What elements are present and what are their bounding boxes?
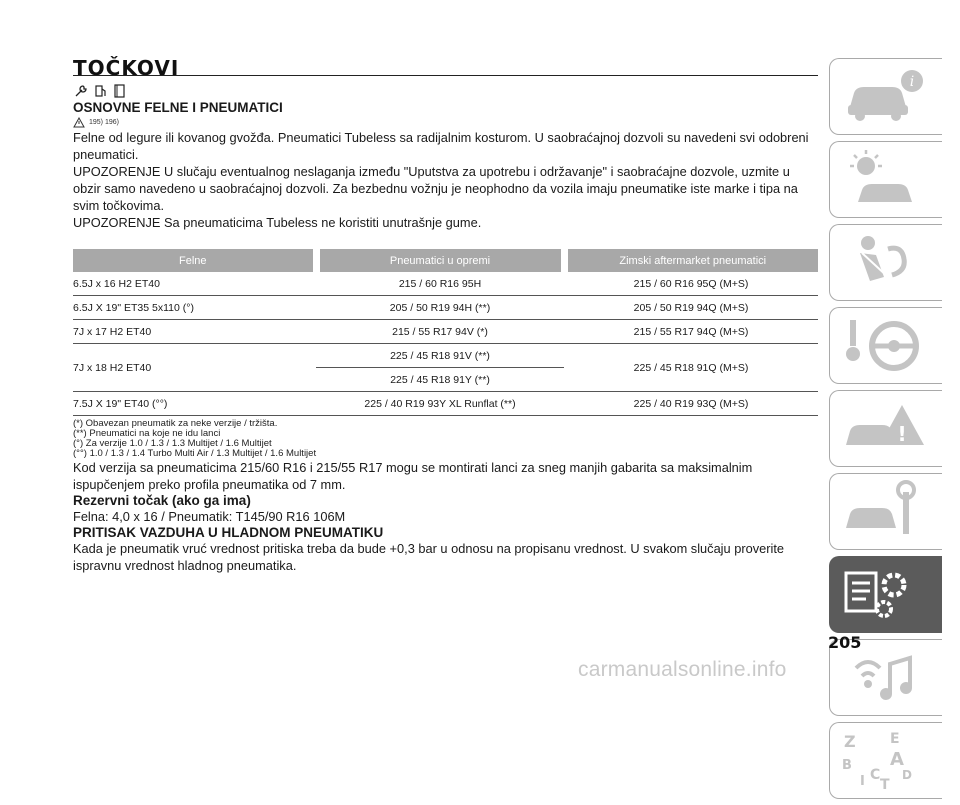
- warning-refs: [73, 115, 818, 129]
- tab-starting-driving[interactable]: [829, 307, 942, 384]
- cell-standard-tire: 205 / 50 R19 94H (**): [316, 296, 564, 320]
- chapter-sidebar: [829, 58, 942, 805]
- tire-table: [73, 249, 818, 416]
- tab-emergency[interactable]: [829, 390, 942, 467]
- technical-data-gear-icon: [840, 563, 930, 625]
- cell-standard-tire: 225 / 40 R19 93Y XL Runflat (**): [316, 392, 564, 416]
- section-heading-tire-pressure: PRITISAK VAZDUHA U HLADNOM PNEUMATIKU: [73, 525, 384, 540]
- cell-winter-tire: 205 / 50 R19 94Q (M+S): [564, 296, 818, 320]
- page-content: [73, 82, 818, 574]
- footnote: (**) Pneumatici na koje ne idu lanci: [73, 428, 221, 439]
- cell-standard-tire: 215 / 60 R16 95H: [316, 272, 564, 296]
- safety-airbag-icon: [840, 231, 930, 293]
- index-letter: A: [890, 749, 904, 770]
- page-number: 205: [828, 633, 862, 652]
- wrench-icon: [73, 83, 89, 99]
- cell-standard-tire: 225 / 45 R18 91V (**): [316, 344, 564, 368]
- table-footnotes: [73, 419, 818, 459]
- index-letter: C: [870, 767, 881, 783]
- gas-pump-icon: [93, 83, 109, 99]
- tab-knowing-car[interactable]: [829, 58, 942, 135]
- index-letter: T: [880, 777, 890, 791]
- emergency-hazard-icon: [840, 397, 930, 459]
- multimedia-icon: [840, 646, 930, 708]
- tab-maintenance[interactable]: [829, 473, 942, 550]
- cell-rim: 6.5J x 16 H2 ET40: [73, 272, 316, 296]
- steering-key-icon: [840, 314, 930, 376]
- dashboard-lights-icon: [840, 148, 930, 210]
- paragraph-snow-chains: Kod verzija sa pneumaticima 215/60 R16 i 215/55 R17 mogu se montirati lanci za sneg manjih gabarita sa maksimalnim ispupčenjem preko profila pneumatika od 7 mm.: [73, 460, 753, 492]
- paragraph-rims: Felne od legure ili kovanog gvožđa. Pneumatici Tubeless sa radijalnim kosturom. U saobraćajnoj dozvoli su navedeni svi odobreni pneumatici.: [73, 130, 809, 162]
- section-heading-spare-wheel: Rezervni točak (ako ga ima): [73, 493, 251, 508]
- cell-standard-tire: 215 / 55 R17 94V (*): [316, 320, 564, 344]
- car-info-icon: [840, 65, 930, 127]
- index-letter: B: [842, 758, 852, 773]
- paragraph-warning-2: UPOZORENJE Sa pneumaticima Tubeless ne koristiti unutrašnje gume.: [73, 215, 482, 230]
- warning-ref-numbers: 195) 196): [89, 118, 119, 126]
- tab-dashboard[interactable]: [829, 141, 942, 218]
- cell-winter-tire: 225 / 45 R18 91Q (M+S): [564, 344, 818, 392]
- cell-rim: 7J x 18 H2 ET40: [73, 344, 316, 392]
- warning-triangle-icon: [73, 117, 85, 128]
- maintenance-wrench-icon: [840, 480, 930, 542]
- watermark: carmanualsonline.info: [578, 658, 787, 681]
- table-row: [73, 344, 818, 368]
- index-letter: Z: [844, 732, 856, 751]
- table-row: [73, 296, 818, 320]
- tab-index[interactable]: [829, 722, 942, 799]
- book-icon: [113, 83, 127, 99]
- cell-winter-tire: 215 / 55 R17 94Q (M+S): [564, 320, 818, 344]
- index-letter: D: [902, 768, 912, 782]
- footnote: (*) Obavezan pneumatik za neke verzije / tržišta.: [73, 418, 278, 429]
- tab-safety[interactable]: [829, 224, 942, 301]
- table-row: [73, 392, 818, 416]
- cell-rim: 7J x 17 H2 ET40: [73, 320, 316, 344]
- table-row: [73, 320, 818, 344]
- paragraph-tire-pressure: Kada je pneumatik vruć vrednost pritiska treba da bude +0,3 bar u odnosu na propisanu vrednost. U svakom slučaju proverite ispravnu vrednost hladnog pneumatika.: [73, 541, 784, 573]
- table-row: [73, 272, 818, 296]
- cell-winter-tire: 215 / 60 R16 95Q (M+S): [564, 272, 818, 296]
- tab-technical-data[interactable]: [829, 556, 942, 633]
- page-title: TOČKOVI: [73, 56, 180, 80]
- index-letter: I: [860, 774, 865, 789]
- title-rule: [73, 75, 818, 76]
- footnote: (°) Za verzije 1.0 / 1.3 / 1.3 Multijet / 1.6 Multijet: [73, 438, 272, 449]
- svg-text:i: i: [909, 74, 915, 90]
- cell-standard-tire-alt: 225 / 45 R18 91Y (**): [316, 368, 564, 392]
- column-header-standard-tires: Pneumatici u opremi: [316, 249, 564, 272]
- index-alphabet-icon: [840, 729, 930, 791]
- paragraph-spare-wheel: Felna: 4,0 x 16 / Pneumatik: T145/90 R16 106M: [73, 509, 346, 524]
- section-heading-basic-rims: OSNOVNE FELNE I PNEUMATICI: [73, 100, 283, 115]
- column-header-winter-tires: Zimski aftermarket pneumatici: [564, 249, 818, 272]
- paragraph-warning-1: UPOZORENJE U slučaju eventualnog neslaganja između "Uputstva za upotrebu i održavanje" i saobraćajne dozvole, uzmite u obzir samo navedeno u saobraćajnoj dozvoli. Za bezbednu vožnju je neophodno da vozila imaju pneumatike iste marke i tipa na svim točkovima.: [73, 164, 798, 213]
- service-icons: [73, 82, 818, 100]
- svg-text:!: !: [897, 422, 907, 446]
- index-letter: E: [890, 731, 900, 747]
- footnote: (°°) 1.0 / 1.3 / 1.4 Turbo Multi Air / 1.3 Multijet / 1.6 Multijet: [73, 448, 317, 459]
- cell-rim: 7.5J X 19" ET40 (°°): [73, 392, 316, 416]
- cell-rim: 6.5J X 19" ET35 5x110 (°): [73, 296, 316, 320]
- column-header-rims: Felne: [73, 249, 316, 272]
- cell-winter-tire: 225 / 40 R19 93Q (M+S): [564, 392, 818, 416]
